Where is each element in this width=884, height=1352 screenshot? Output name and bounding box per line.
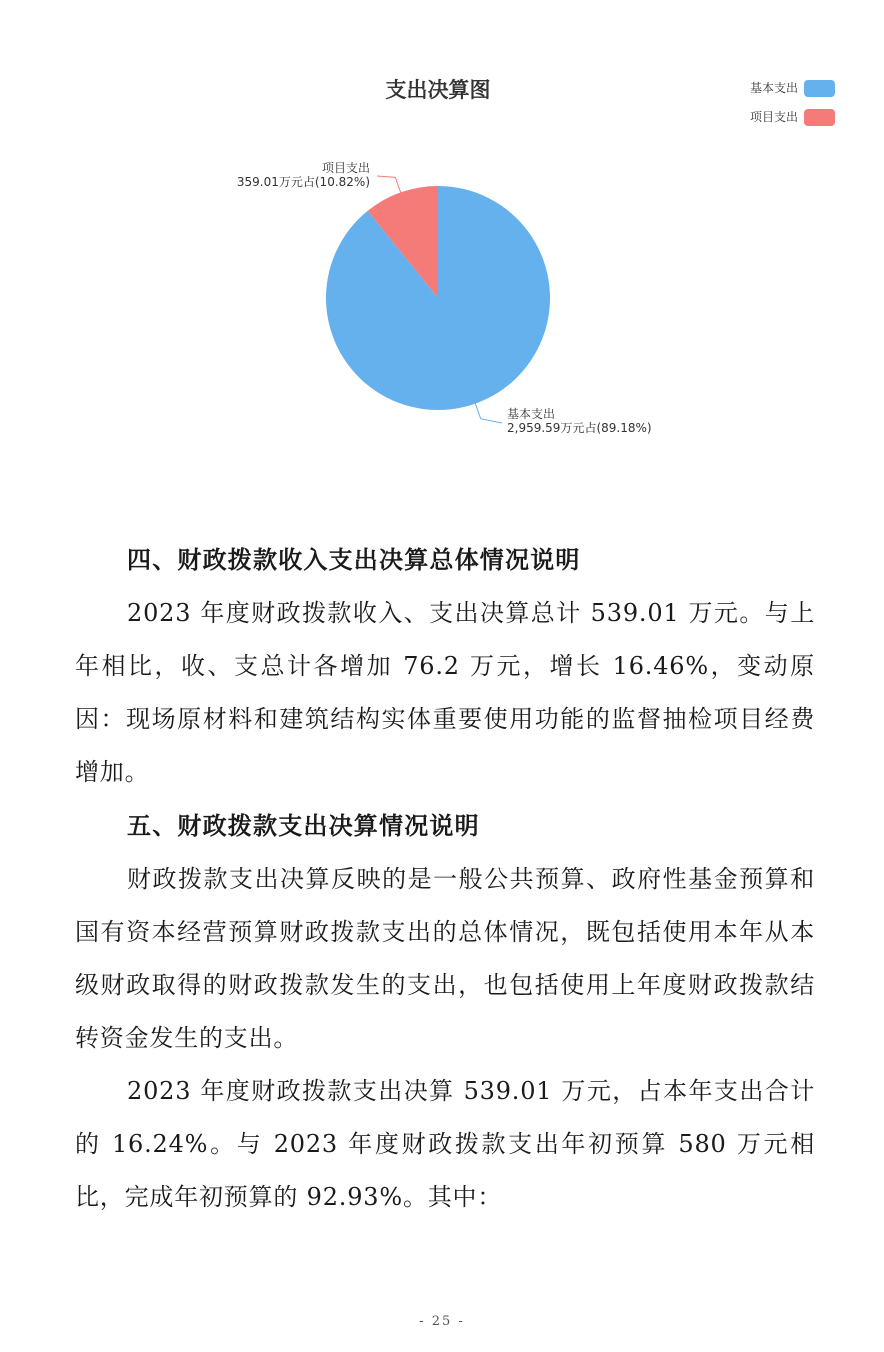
legend-label-project: 项目支出 — [749, 110, 798, 124]
pie-slices — [326, 186, 550, 410]
section5-paragraph-2: 2023 年度财政拨款支出决算 539.01 万元，占本年支出合计的 16.24%。与 2023 年度财政拨款支出年初预算 580 万元相比，完成年初预算的 92.93%。其中： — [75, 1077, 815, 1211]
legend-item-project[interactable] — [750, 109, 835, 126]
legend-item-basic[interactable] — [750, 80, 835, 97]
legend — [750, 80, 835, 126]
leader-line-basic — [475, 404, 502, 423]
slice-label-project-value: 359.01万元占(10.82%) — [236, 175, 370, 189]
slice-label-project-name: 项目支出 — [321, 161, 370, 175]
chart-title: 支出决算图 — [385, 78, 491, 102]
label-project — [237, 160, 401, 192]
slice-label-basic-name: 基本支出 — [507, 407, 556, 421]
document-body — [75, 533, 815, 1224]
section5-paragraph-1: 财政拨款支出决算反映的是一般公共预算、政府性基金预算和国有资本经营预算财政拨款支出的总体情况，既包括使用本年从本级财政取得的财政拨款发生的支出，也包括使用上年度财政拨款结转资金发生的支出。 — [75, 865, 815, 1052]
section4-paragraph-1: 2023 年度财政拨款收入、支出决算总计 539.01 万元。与上年相比，收、支总计各增加 76.2 万元，增长 16.46%，变动原因：现场原材料和建筑结构实体重要使用功能的监督抽检项目经费增加。 — [75, 599, 815, 786]
pie-chart — [0, 0, 884, 470]
page-number: - 25 - — [419, 1314, 465, 1329]
leader-line-project — [377, 176, 401, 192]
section5-heading: 五、财政拨款支出决算情况说明 — [127, 812, 480, 840]
legend-swatch-project — [804, 109, 835, 126]
legend-label-basic: 基本支出 — [749, 81, 798, 95]
slice-label-basic-value: 2,959.59万元占(89.18%) — [507, 421, 652, 435]
section4-heading: 四、财政拨款收入支出决算总体情况说明 — [127, 546, 581, 574]
label-basic — [475, 404, 651, 435]
legend-swatch-basic — [804, 80, 835, 97]
pie-slice-basic[interactable] — [326, 186, 550, 410]
